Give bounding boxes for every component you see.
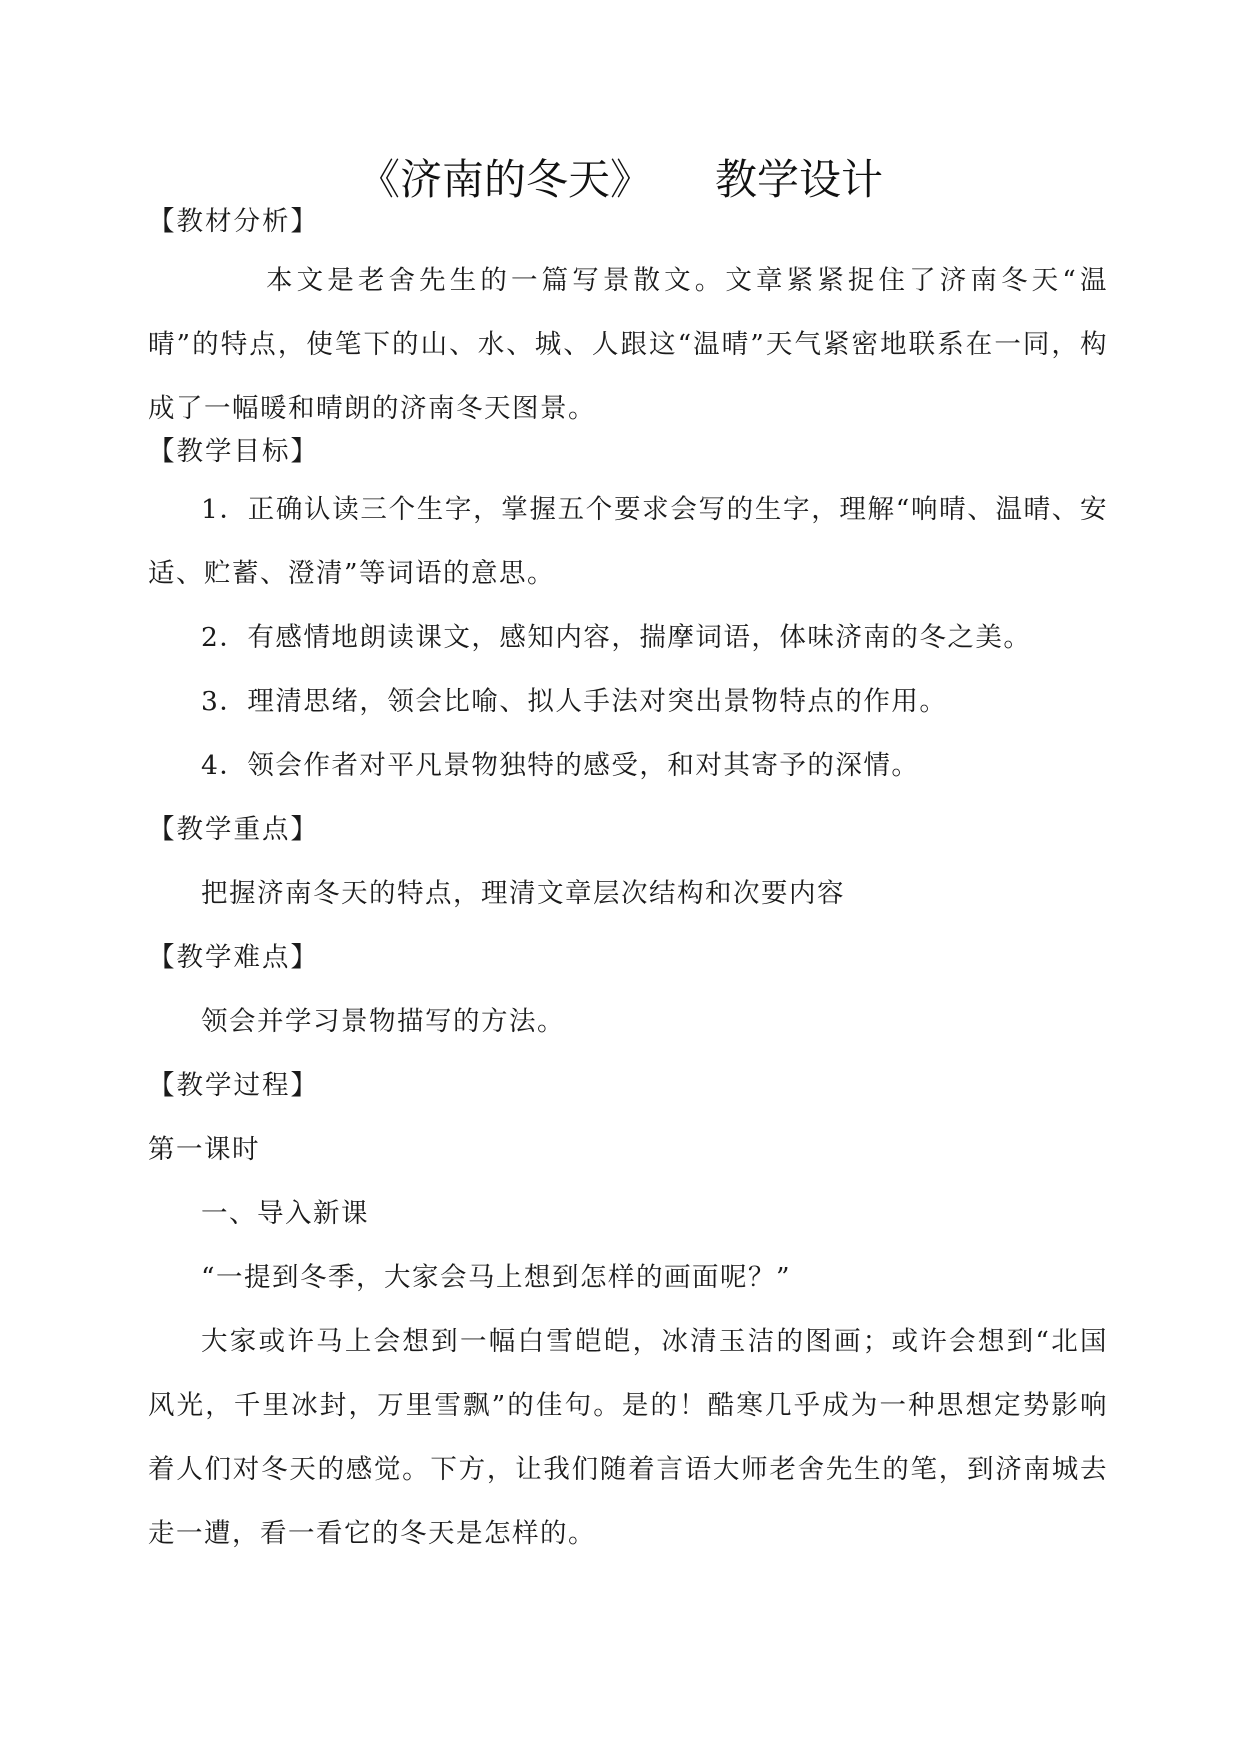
goal-item-3: 3．理清思绪，领会比喻、拟人手法对突出景物特点的作用。 — [201, 686, 948, 717]
goal-item-1: 1．正确认读三个生字，掌握五个要求会写的生字，理解“响晴、温晴、安适、贮蓄、澄清”等词语的意思。 — [148, 494, 1108, 589]
intro-paragraph: 大家或许马上会想到一幅白雪皑皑，冰清玉洁的图画；或许会想到“北国风光，千里冰封，万里雪飘”的佳句。是的！酷寒几乎成为一种思想定势影响着人们对冬天的感觉。下方，让我们随着言语大师老舍先生的笔，到济南城去走一遭，看一看它的冬天是怎样的。 — [148, 1326, 1108, 1549]
heading-goals: 【教学目标】 — [148, 436, 319, 467]
analysis-paragraph: 本文是老舍先生的一篇写景散文。文章紧紧捉住了济南冬天“温晴”的特点，使笔下的山、水、城、人跟这“温晴”天气紧密地联系在一同，构成了一幅暖和晴朗的济南冬天图景。 — [148, 265, 1108, 424]
difficulty-text: 领会并学习景物描写的方法。 — [201, 1006, 565, 1037]
heading-difficulty: 【教学难点】 — [148, 942, 319, 973]
lesson-label: 第一课时 — [148, 1134, 260, 1165]
goal-item-2: 2．有感情地朗读课文，感知内容，揣摩词语，体味济南的冬之美。 — [201, 622, 1032, 653]
document-title: 《济南的冬天》 教学设计 — [357, 155, 883, 204]
heading-key-points: 【教学重点】 — [148, 814, 319, 845]
heading-analysis: 【教材分析】 — [148, 206, 319, 237]
step-heading: 一、导入新课 — [201, 1198, 369, 1229]
goal-item-4: 4．领会作者对平凡景物独特的感受，和对其寄予的深情。 — [201, 750, 920, 781]
intro-question: “一提到冬季，大家会马上想到怎样的画面呢？” — [201, 1262, 792, 1293]
heading-process: 【教学过程】 — [148, 1070, 319, 1101]
key-points-text: 把握济南冬天的特点，理清文章层次结构和次要内容 — [201, 878, 845, 909]
